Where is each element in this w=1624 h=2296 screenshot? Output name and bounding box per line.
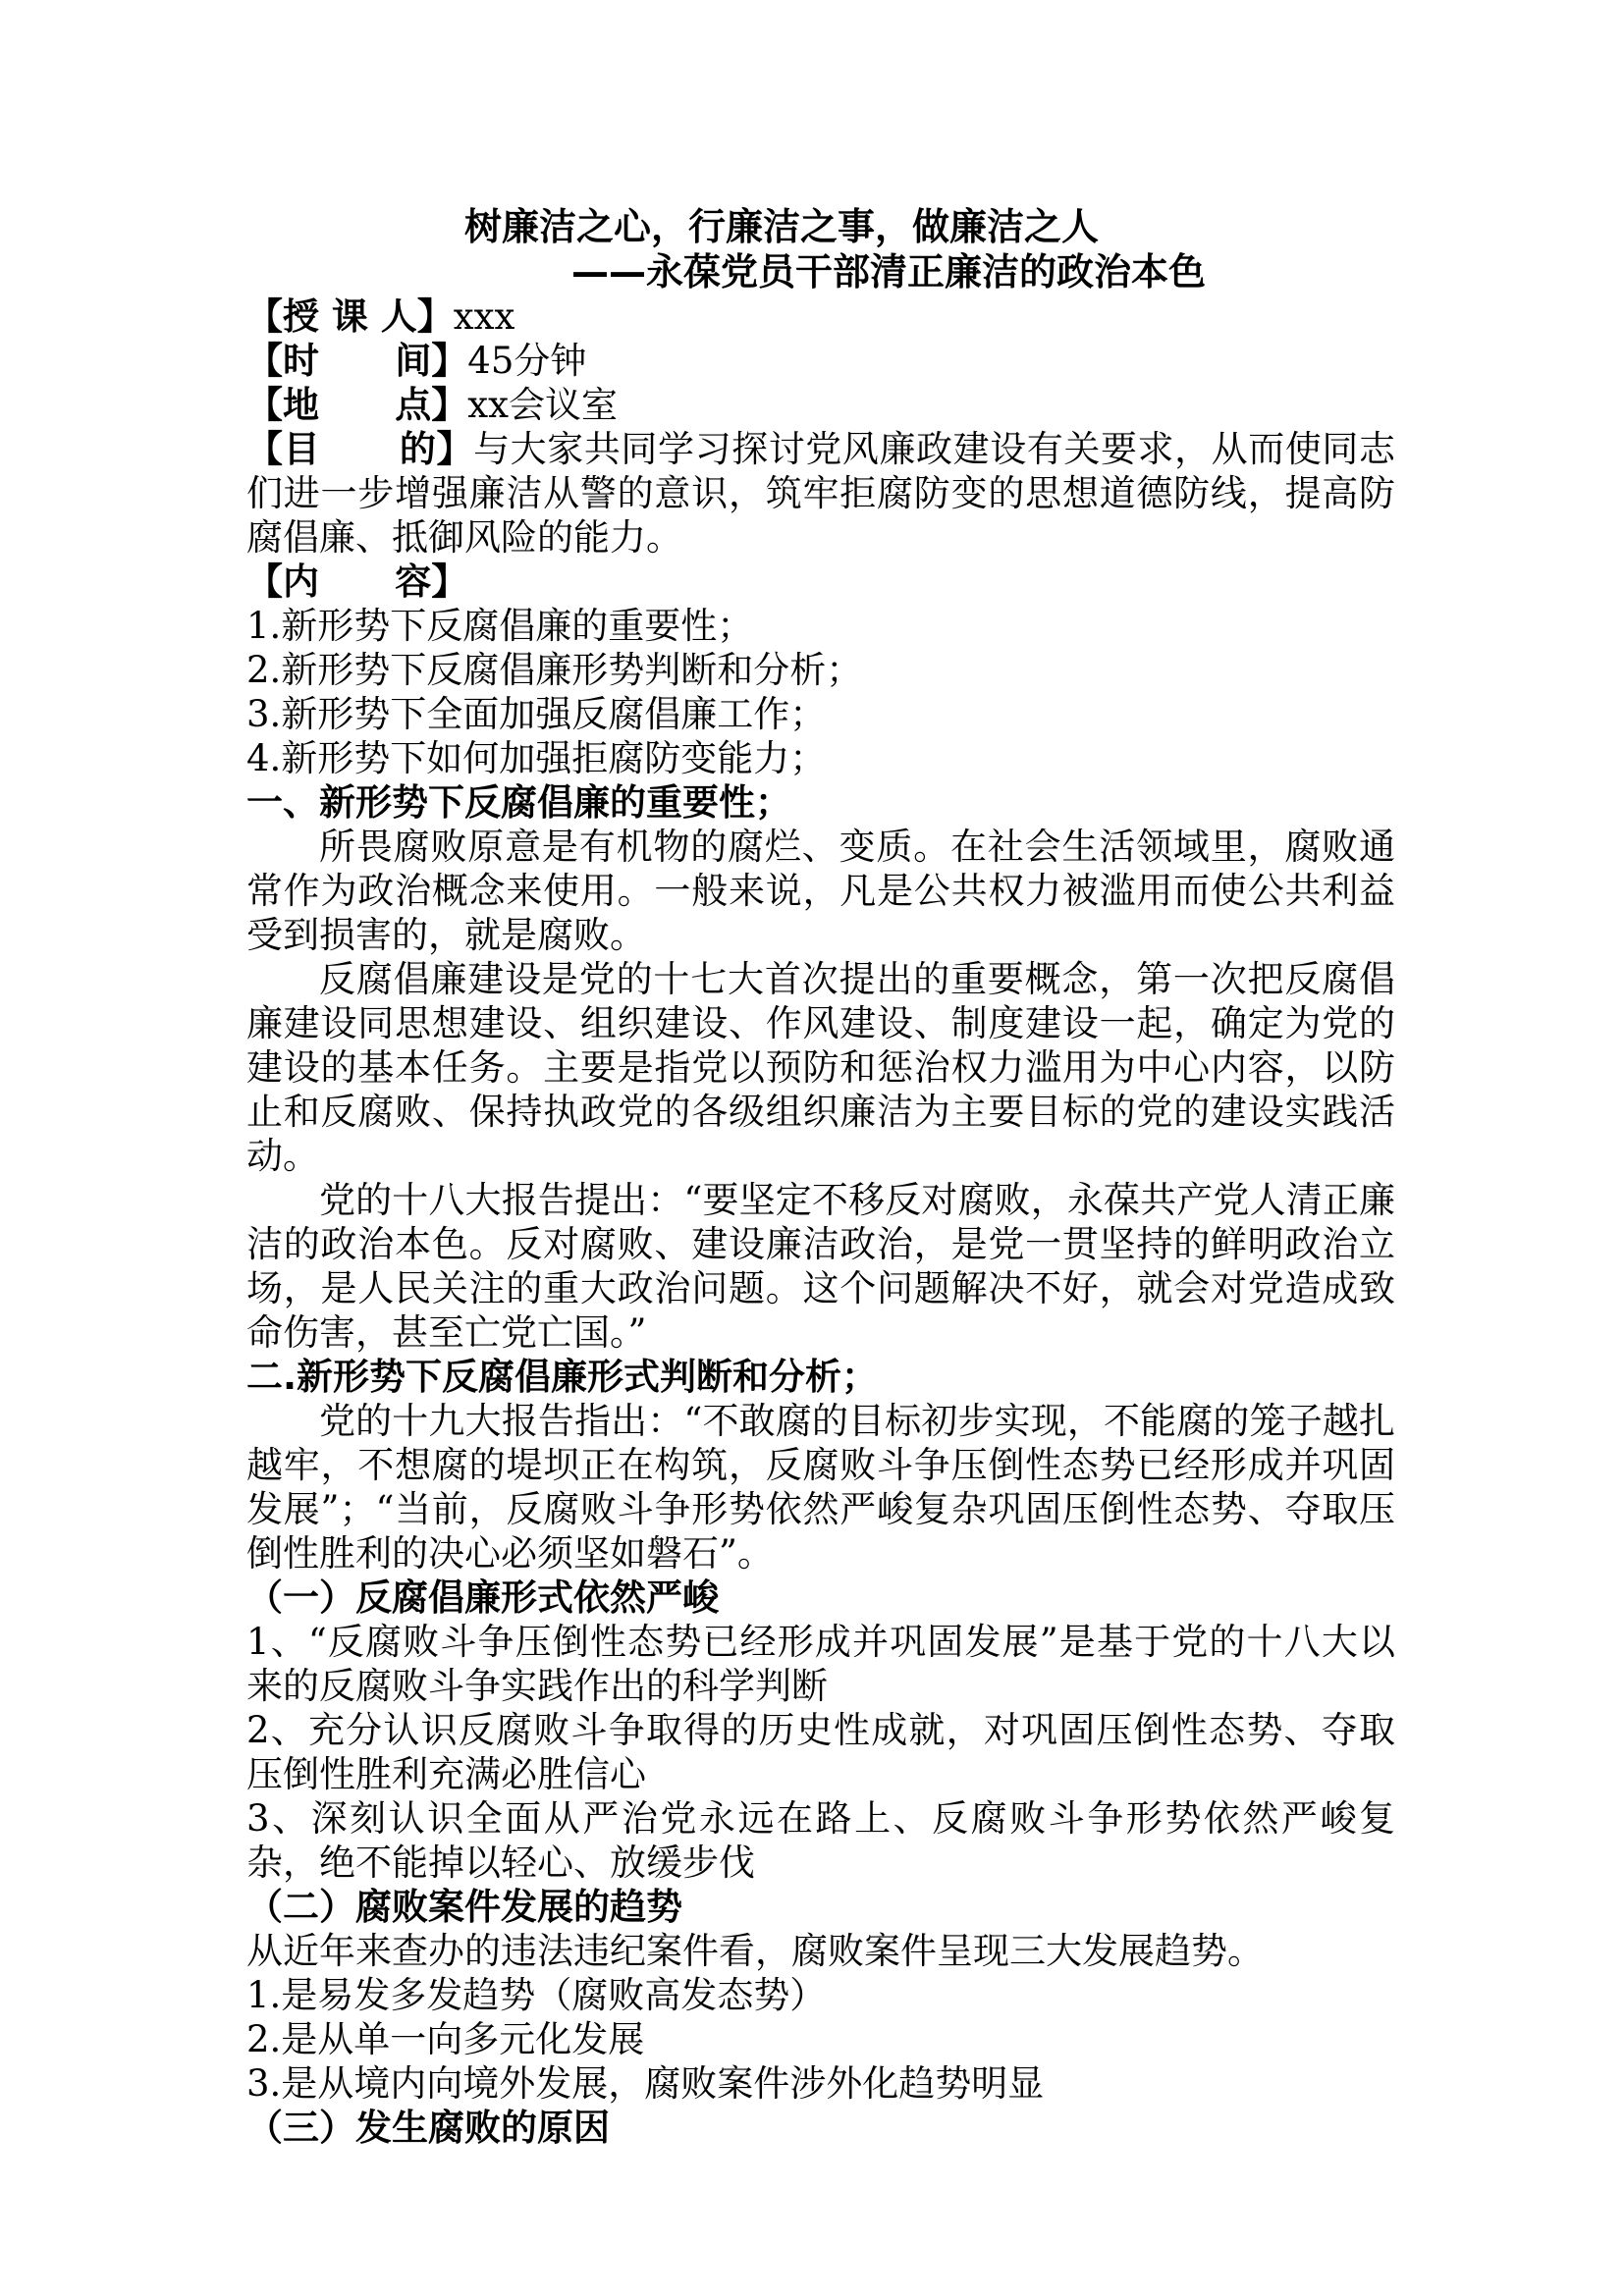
- section2-sub1-item: 1、“反腐败斗争压倒性态势已经形成并巩固发展”是基于党的十八大以来的反腐败斗争实践作出的科学判断: [246, 1621, 1395, 1707]
- section2-intro: 党的十九大报告指出：“不敢腐的目标初步实现，不能腐的笼子越扎越牢，不想腐的堤坝正在构筑，反腐败斗争压倒性态势已经形成并巩固发展”；“当前，反腐败斗争形势依然严峻复杂巩固压倒性态势、夺取压倒性胜利的决心必须坚如磐石”。: [246, 1400, 1395, 1575]
- meta-place-value: xx会议室: [467, 384, 619, 426]
- document-page: [246, 204, 1395, 2150]
- outline-item: 1.新形势下反腐倡廉的重要性；: [246, 605, 754, 647]
- section1-heading: 一、新形势下反腐倡廉的重要性；: [246, 781, 791, 824]
- section1-paragraph: 反腐倡廉建设是党的十七大首次提出的重要概念，第一次把反腐倡廉建设同思想建设、组织建设、作风建设、制度建设一起，确定为党的建设的基本任务。主要是指党以预防和惩治权力滥用为中心内容，以防止和反腐败、保持执政党的各级组织廉洁为主要目标的党的建设实践活动。: [246, 958, 1395, 1177]
- section2-sub2-heading: （二）腐败案件发展的趋势: [246, 1886, 682, 1928]
- document-title: 树廉洁之心，行廉洁之事，做廉洁之人: [464, 205, 1100, 248]
- section2-sub2-item: 1.是易发多发趋势（腐败高发态势）: [246, 1974, 827, 2016]
- section2-sub2-item: 3.是从境内向境外发展，腐败案件涉外化趋势明显: [246, 2062, 1045, 2105]
- meta-lecturer-value: xxx: [453, 295, 515, 338]
- outline-item: 2.新形势下反腐倡廉形势判断和分析；: [246, 649, 863, 691]
- meta-time-label: 【时 间】: [246, 340, 468, 382]
- section2-sub2-item: 2.是从单一向多元化发展: [246, 2018, 645, 2060]
- section2-sub3-heading: （三）发生腐败的原因: [246, 2107, 610, 2149]
- meta-lecturer: [246, 294, 1395, 339]
- meta-content: [246, 560, 1395, 604]
- meta-purpose-value: 与大家共同学习探讨党风廉政建设有关要求，从而使同志们进一步增强廉洁从警的意识，筑牢拒腐防变的思想道德防线，提高防腐倡廉、抵御风险的能力。: [246, 428, 1396, 559]
- meta-time: [246, 339, 1395, 383]
- section2-sub2-intro: 从近年来查办的违法违纪案件看，腐败案件呈现三大发展趋势。: [246, 1930, 1264, 1972]
- section2-sub1-item: 3、深刻认识全面从严治党永远在路上、反腐败斗争形势依然严峻复杂，绝不能掉以轻心、放缓步伐: [246, 1797, 1395, 1884]
- meta-purpose-label: 【目 的】: [246, 428, 474, 470]
- section2-heading: 二.新形势下反腐倡廉形式判断和分析；: [246, 1356, 879, 1398]
- section2-sub1-item: 2、充分认识反腐败斗争取得的历史性成就，对巩固压倒性态势、夺取压倒性胜利充满必胜信心: [246, 1709, 1395, 1795]
- section1-paragraph: 所畏腐败原意是有机物的腐烂、变质。在社会生活领域里，腐败通常作为政治概念来使用。一般来说，凡是公共权力被滥用而使公共利益受到损害的，就是腐败。: [246, 826, 1395, 956]
- outline-item: 3.新形势下全面加强反腐倡廉工作；: [246, 693, 827, 735]
- section2-sub1-heading: （一）反腐倡廉形式依然严峻: [246, 1576, 719, 1619]
- meta-lecturer-label: 【授 课 人】: [246, 295, 454, 338]
- meta-time-value: 45分钟: [467, 340, 587, 382]
- section1-paragraph: 党的十八大报告提出：“要坚定不移反对腐败，永葆共产党人清正廉洁的政治本色。反对腐败、建设廉洁政治，是党一贯坚持的鲜明政治立场，是人民关注的重大政治问题。这个问题解决不好，就会对党造成致命伤害，甚至亡党亡国。”: [246, 1179, 1395, 1354]
- outline-item: 4.新形势下如何加强拒腐防变能力；: [246, 737, 827, 779]
- meta-place-label: 【地 点】: [246, 384, 468, 426]
- meta-content-label: 【内 容】: [246, 561, 468, 603]
- meta-purpose: [246, 427, 1395, 560]
- document-subtitle: ——永葆党员干部清正廉洁的政治本色: [571, 250, 1207, 294]
- meta-place: [246, 383, 1395, 427]
